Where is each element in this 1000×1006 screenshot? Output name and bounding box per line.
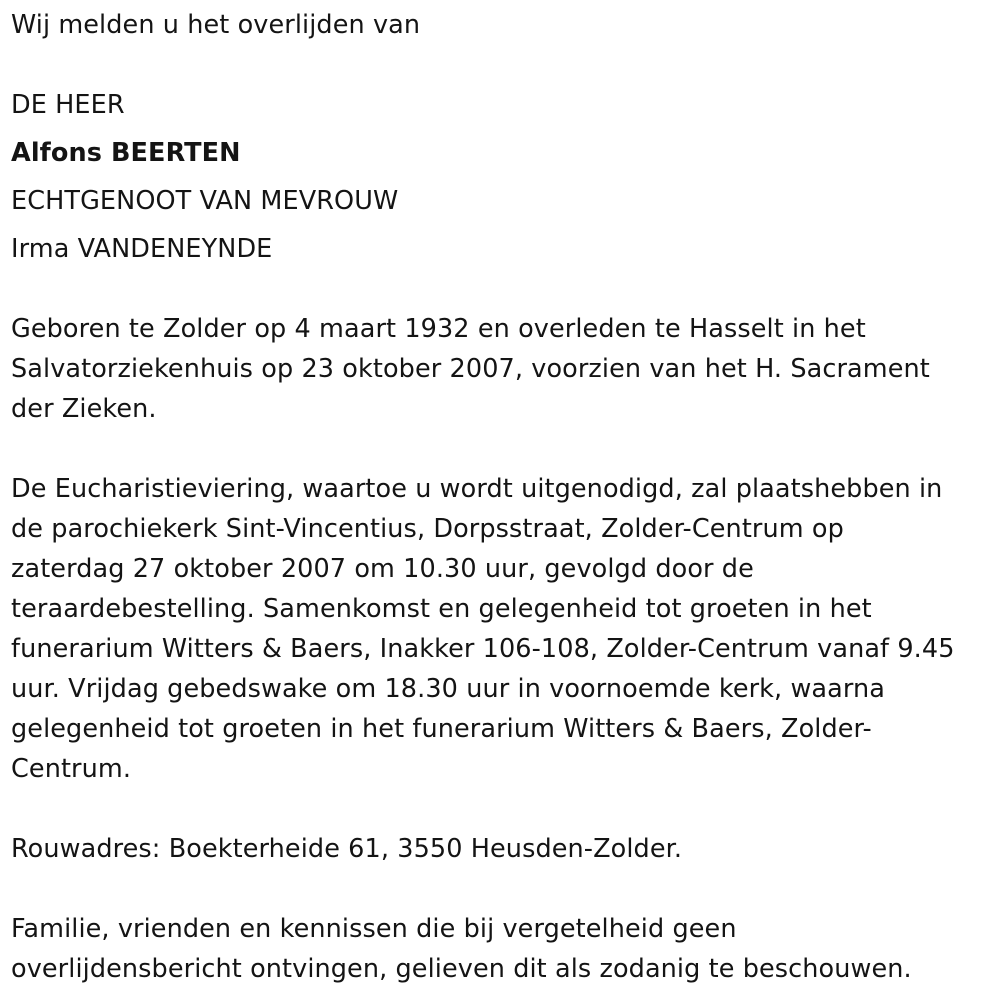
deceased-name: Alfons BEERTEN bbox=[11, 138, 241, 168]
ceremony-line: De Eucharistieviering, waartoe u wordt uitgenodigd, zal plaatshebben in bbox=[11, 474, 943, 504]
closing-line: overlijdensbericht ontvingen, gelieven dit als zodanig te beschouwen. bbox=[11, 954, 912, 984]
closing-line: Familie, vrienden en kennissen die bij vergetelheid geen bbox=[11, 914, 737, 944]
ceremony-line: uur. Vrijdag gebedswake om 18.30 uur in voornoemde kerk, waarna bbox=[11, 674, 885, 704]
ceremony-line: Centrum. bbox=[11, 754, 132, 784]
ceremony-line: zaterdag 27 oktober 2007 om 10.30 uur, gevolgd door de bbox=[11, 554, 754, 584]
birth-death-line: Geboren te Zolder op 4 maart 1932 en overleden te Hasselt in het bbox=[11, 314, 866, 344]
honorific: DE HEER bbox=[11, 90, 125, 120]
ceremony-line: gelegenheid tot groeten in het funerarium Witters & Baers, Zolder- bbox=[11, 714, 872, 744]
spouse-label: ECHTGENOOT VAN MEVROUW bbox=[11, 186, 399, 216]
birth-death-line: der Zieken. bbox=[11, 394, 157, 424]
ceremony-line: teraardebestelling. Samenkomst en gelegenheid tot groeten in het bbox=[11, 594, 872, 624]
spouse-name: Irma VANDENEYNDE bbox=[11, 234, 273, 264]
ceremony-line: funerarium Witters & Baers, Inakker 106-108, Zolder-Centrum vanaf 9.45 bbox=[11, 634, 955, 664]
mourning-address: Rouwadres: Boekterheide 61, 3550 Heusden-Zolder. bbox=[11, 834, 683, 864]
ceremony-line: de parochiekerk Sint-Vincentius, Dorpsstraat, Zolder-Centrum op bbox=[11, 514, 844, 544]
intro-text: Wij melden u het overlijden van bbox=[11, 10, 421, 40]
birth-death-line: Salvatorziekenhuis op 23 oktober 2007, voorzien van het H. Sacrament bbox=[11, 354, 930, 384]
